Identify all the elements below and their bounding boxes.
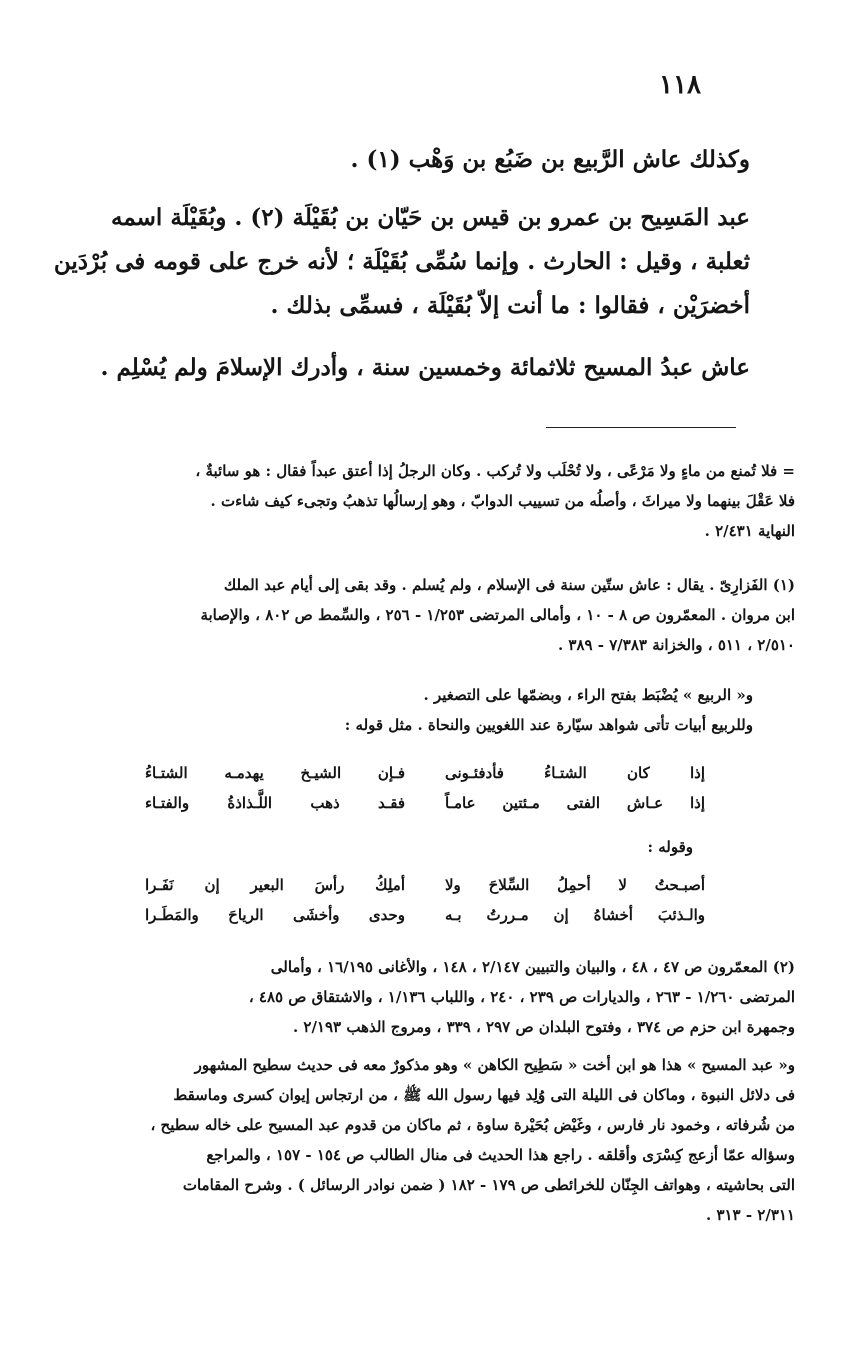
verse-row (145, 788, 705, 818)
footnote-line: التى بحاشيته ، وهواتف الجِنّان للخرائطى ص ١٧٩ - ١٨٢ ( ضمن نوادر الرسائل ) . وشرح المقامات (182, 1176, 795, 1194)
verse-hemistich: فـإن الشيـخ يهدمـه الشتـاءُ (145, 764, 405, 782)
verse-row (145, 758, 705, 788)
footnote-line: المرتضى ١/٢٦٠ - ٢٦٣ ، والديارات ص ٢٣٩ ، ٢٤٠ ، واللباب ١/١٣٦ ، والاشتقاق ص ٤٨٥ ، (248, 988, 795, 1006)
main-line: وكذلك عاش الرَّبيع بن ضَبُع بن وَهْب (١) . (350, 146, 750, 173)
main-line: أخضرَيْن ، فقالوا : ما أنت إلاّ بُقَيْلَة ، فسمِّى بذلك . (270, 292, 750, 319)
footnote-separator (546, 427, 736, 428)
rabi-note (50, 680, 753, 740)
main-paragraph-1 (50, 138, 750, 182)
footnote-continuation (50, 456, 795, 546)
verse-hemistich: والـذئبَ أخشاهُ إن مـررتُ بـه (445, 906, 705, 924)
footnote-line: ٢/٥١٠ ، ٥١١ ، والخزانة ٧/٣٨٣ - ٣٨٩ . (557, 636, 795, 654)
footnote-line: و« الربيع » يُضْبَط بفتح الراء ، وبضمّها على التصغير . (423, 686, 753, 704)
footnote-line: (١) الفَزارِىّ . يقال : عاش ستّين سنة فى الإسلام ، ولم يُسلم . وقد بقى إلى أيام عبد الملك (223, 576, 795, 594)
main-line: ثعلبة ، وقيل : الحارث . وإنما سُمِّى بُقَيْلَة ؛ لأنه خرج على قومه فى بُرْدَين (53, 248, 750, 275)
footnote-line: فلا عَقْلَ بينهما ولا ميراثَ ، وأصلُه من تسييب الدوابّ ، وهو إرسالُها تذهبُ وتجىء كيف شاءت . (210, 492, 795, 510)
verse-hemistich: أصبـحتُ لا أحمِلُ السِّلاحَ ولا (445, 876, 705, 894)
footnote-line: وللربيع أبيات تأتى شواهد سيّارة عند اللغويين والنحاة . مثل قوله : (344, 716, 753, 734)
verse-block-1 (145, 758, 705, 818)
footnote-line: ابن مروان . المعمّرون ص ٨ - ١٠ ، وأمالى المرتضى ١/٢٥٣ - ٢٥٦ ، والسِّمط ص ٨٠٢ ، والإصابة (200, 606, 795, 624)
abd-al-masih-note (50, 1050, 795, 1230)
footnote-line: وسؤاله عمّا أزعج كِسْرَى وأقلقه . راجع هذا الحديث فى منال الطالب ص ١٥٤ - ١٥٧ ، والمراجع (206, 1146, 795, 1164)
main-paragraph-3 (50, 346, 750, 390)
verse-block-2 (145, 870, 705, 930)
wa-qawluh-label (50, 832, 693, 862)
main-line: عاش عبدُ المسيح ثلاثمائة وخمسين سنة ، وأدرك الإسلامَ ولم يُسْلِم . (100, 354, 750, 381)
footnote-line: ٢/٣١١ - ٣١٣ . (705, 1206, 795, 1224)
footnote-line: (٢) المعمّرون ص ٤٧ ، ٤٨ ، والبيان والتبيين ٢/١٤٧ ، ١٤٨ ، والأغانى ١٦/١٩٥ ، وأمالى (270, 958, 795, 976)
verse-hemistich: فقـد ذهب اللَّـذاذةُ والفتـاء (145, 794, 405, 812)
footnote-line: النهاية ٢/٤٣١ . (704, 522, 795, 540)
footnote-line: فى دلائل النبوة ، وماكان فى الليلة التى وُلِد فيها رسول الله ﷺ ، من ارتجاس إيوان كسرى وماسقط (173, 1086, 795, 1104)
page-number: ١١٨ (659, 70, 701, 100)
verse-hemistich: وحدى وأخشَى الرياحَ والمَطَـرا (145, 906, 405, 924)
footnote-line: وقوله : (647, 838, 693, 856)
verse-row (145, 900, 705, 930)
verse-row (145, 870, 705, 900)
footnote-2 (50, 952, 795, 1042)
footnote-line: و« عبد المسيح » هذا هو ابن أخت « سَطِيح الكاهن » وهو مذكورٌ معه فى حديث سطيح المشهور (194, 1056, 795, 1074)
verse-hemistich: إذا كان الشتـاءُ فأدفئـونى (445, 764, 705, 782)
main-paragraph-2 (50, 196, 750, 328)
verse-hemistich: إذا عـاش الفتى مـئتين عامـاً (445, 794, 705, 812)
main-line: عبد المَسِيح بن عمرو بن قيس بن حَيّان بن بُقَيْلَة (٢) . وبُقَيْلَة اسمه (111, 204, 750, 231)
verse-hemistich: أملِكُ رأسَ البعير إن نَفَـرا (145, 876, 405, 894)
footnote-1 (50, 570, 795, 660)
footnote-line: وجمهرة ابن حزم ص ٣٧٤ ، وفتوح البلدان ص ٢٩٧ ، ٣٣٩ ، ومروج الذهب ٢/١٩٣ . (292, 1018, 795, 1036)
footnote-line: = فلا تُمنع من ماءٍ ولا مَرْعًى ، ولا تُحْلَب ولا تُركب . وكان الرجلُ إذا أعتق عبداً فقال : هو سائبةٌ ، (195, 462, 795, 480)
footnote-line: من شُرفاته ، وخمود نار فارس ، وغَيْض بُحَيْرة ساوة ، ثم ماكان من قدوم عبد المسيح على خاله سطيح ، (150, 1116, 795, 1134)
